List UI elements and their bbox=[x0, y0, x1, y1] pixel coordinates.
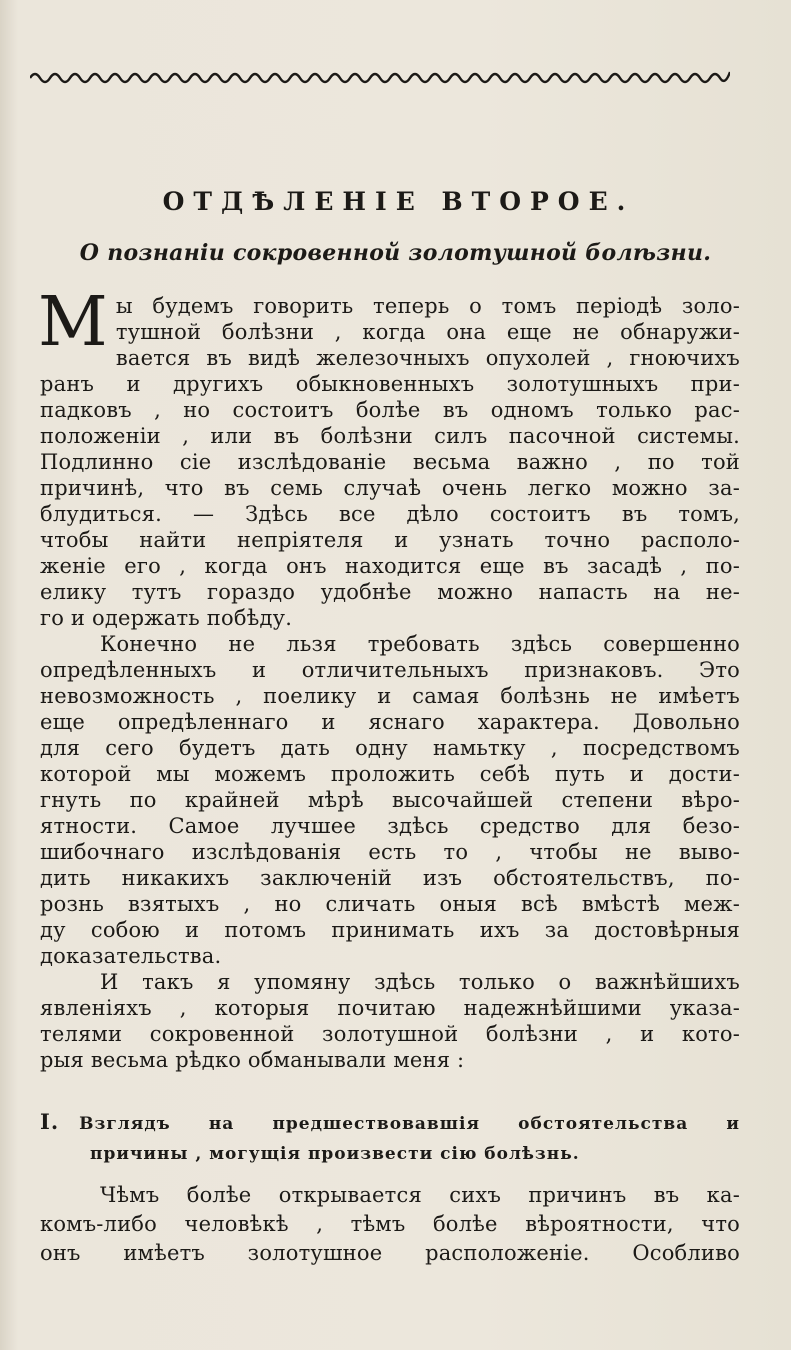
text-line: Чѣмъ болѣе открывается сихъ причинъ въ ка- bbox=[100, 1183, 740, 1207]
text-line: женіе его , когда онъ находится еще въ засадѣ , по- bbox=[40, 554, 740, 578]
text-line: невозможность , поелику и самая болѣзнь не имѣетъ bbox=[40, 684, 740, 708]
text-line: шибочнаго изслѣдованія есть то , чтобы не выво- bbox=[40, 840, 740, 864]
paragraph-1 bbox=[38, 283, 740, 631]
drop-cap: М bbox=[38, 283, 108, 362]
heading-numeral: I. bbox=[40, 1109, 60, 1134]
text-line: рыя весьма рѣдко обманывали меня : bbox=[40, 1048, 465, 1072]
text-line: И такъ я упомяну здѣсь только о важнѣйшихъ bbox=[100, 970, 740, 994]
text-line: рознь взятыхъ , но сличать оныя всѣ вмѣстѣ меж- bbox=[40, 892, 740, 916]
text-line: вается въ видѣ железочныхъ опухолей , гноючихъ bbox=[115, 346, 740, 370]
wavy-rule-ornament bbox=[30, 62, 730, 84]
paragraph-3 bbox=[40, 969, 740, 1073]
subsection-heading bbox=[40, 1107, 740, 1169]
text-line: ы будемъ говорить теперь о томъ періодѣ золо- bbox=[115, 294, 740, 318]
text-line: опредѣленныхъ и отличительныхъ признаковъ. Это bbox=[40, 658, 740, 682]
text-line: телями сокровенной золотушной болѣзни , и кото- bbox=[40, 1022, 740, 1046]
section-title: ОТДѢЛЕНІЕ ВТОРОЕ. bbox=[162, 187, 635, 216]
section-subtitle: О познаніи сокровенной золотушной болѣзни. bbox=[79, 240, 712, 266]
heading-line: причины , могущія произвести сію болѣзнь. bbox=[90, 1144, 580, 1164]
text-line: го и одержать побѣду. bbox=[40, 606, 293, 630]
text-line: явленіяхъ , которыя почитаю надежнѣйшими указа- bbox=[40, 996, 740, 1020]
text-line: которой мы можемъ проложить себѣ путь и дости- bbox=[40, 762, 740, 786]
heading-line bbox=[40, 1107, 740, 1139]
text-line: блудиться. — Здѣсь все дѣло состоитъ въ томъ, bbox=[40, 502, 740, 526]
text-line: для сего будетъ дать одну намьтку , посредствомъ bbox=[40, 736, 740, 760]
text-line: комъ-либо человѣкѣ , тѣмъ болѣе вѣроятности, что bbox=[40, 1212, 740, 1236]
text-line: тушной болѣзни , когда она еще не обнаружи- bbox=[115, 320, 740, 344]
text-line: доказательства. bbox=[40, 944, 222, 968]
text-line: чтобы найти непріятеля и узнать точно располо- bbox=[40, 528, 740, 552]
text-line: онъ имѣетъ золотушное расположеніе. Особливо bbox=[40, 1241, 740, 1265]
text-line: гнуть по крайней мѣрѣ высочайшей степени вѣро- bbox=[40, 788, 740, 812]
text-line: елику тутъ гораздо удобнѣе можно напасть на не- bbox=[40, 580, 740, 604]
text-line: дить никакихъ заключеній изъ обстоятельствъ, по- bbox=[40, 866, 740, 890]
text-line: ятности. Самое лучшее здѣсь средство для безо- bbox=[40, 814, 740, 838]
text-line: Конечно не льзя требовать здѣсь совершенно bbox=[100, 632, 740, 656]
text-line: ранъ и другихъ обыкновенныхъ золотушныхъ при- bbox=[40, 372, 740, 396]
text-line: еще опредѣленнаго и яснаго характера. Довольно bbox=[40, 710, 740, 734]
text-line: положеніи , или въ болѣзни силъ пасочной системы. bbox=[40, 424, 740, 448]
paragraph-4 bbox=[40, 1181, 740, 1268]
text-line: падковъ , но состоитъ болѣе въ одномъ только рас- bbox=[40, 398, 740, 422]
text-line: ду собою и потомъ принимать ихъ за достовѣрныя bbox=[40, 918, 740, 942]
heading-text: Взглядъ на предшествовавшія обстоятельства и bbox=[79, 1114, 740, 1134]
paragraph-2 bbox=[40, 631, 740, 969]
text-line: Подлинно сіе изслѣдованіе весьма важно , по той bbox=[40, 450, 740, 474]
text-line: причинѣ, что въ семь случаѣ очень легко можно за- bbox=[40, 476, 740, 500]
